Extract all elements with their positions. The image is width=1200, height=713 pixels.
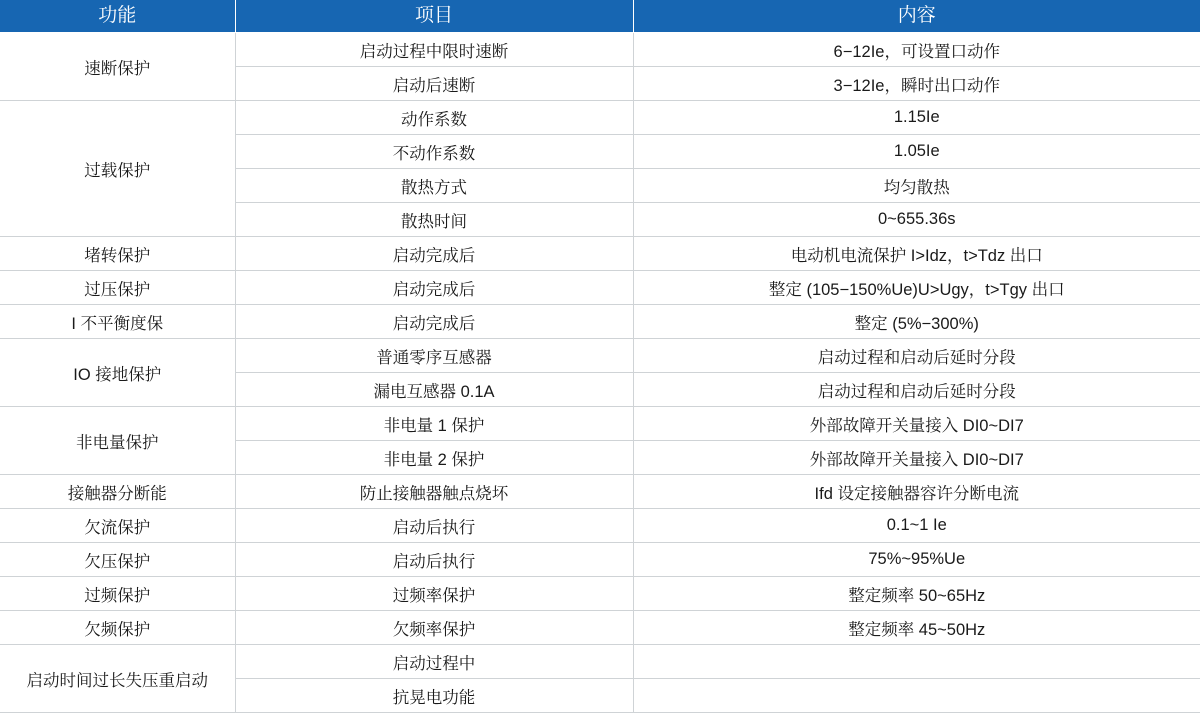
cell-item: 动作系数 [235, 101, 633, 135]
cell-content: 1.05Ie [633, 135, 1200, 169]
cell-content: 1.15Ie [633, 101, 1200, 135]
cell-function: 欠频保护 [0, 611, 235, 645]
column-header-content: 内容 [633, 0, 1200, 33]
table-row [0, 339, 1200, 373]
table-row [0, 237, 1200, 271]
cell-item: 非电量 2 保护 [235, 441, 633, 475]
cell-function: 非电量保护 [0, 407, 235, 475]
cell-function: 欠流保护 [0, 509, 235, 543]
table-row [0, 475, 1200, 509]
cell-content: 0~655.36s [633, 203, 1200, 237]
cell-item: 启动过程中 [235, 645, 633, 679]
table-row [0, 509, 1200, 543]
cell-function: 堵转保护 [0, 237, 235, 271]
cell-item: 防止接触器触点烧坏 [235, 475, 633, 509]
cell-content: 外部故障开关量接入 DI0~DI7 [633, 441, 1200, 475]
cell-item: 启动后速断 [235, 67, 633, 101]
cell-content: 启动过程和启动后延时分段 [633, 373, 1200, 407]
cell-function: 过载保护 [0, 101, 235, 237]
cell-function: 过频保护 [0, 577, 235, 611]
table-row [0, 305, 1200, 339]
table-row [0, 611, 1200, 645]
cell-item: 不动作系数 [235, 135, 633, 169]
cell-content: 整定 (5%−300%) [633, 305, 1200, 339]
cell-content: Ifd 设定接触器容许分断电流 [633, 475, 1200, 509]
cell-content: 外部故障开关量接入 DI0~DI7 [633, 407, 1200, 441]
table-body [0, 33, 1200, 713]
cell-item: 非电量 1 保护 [235, 407, 633, 441]
cell-item: 启动完成后 [235, 305, 633, 339]
cell-content [633, 679, 1200, 713]
cell-content: 整定 (105−150%Ue)U>Ugy，t>Tgy 出口 [633, 271, 1200, 305]
cell-content: 6−12Ie，可设置口动作 [633, 33, 1200, 67]
cell-function: 接触器分断能 [0, 475, 235, 509]
cell-function: 欠压保护 [0, 543, 235, 577]
cell-function: IO 接地保护 [0, 339, 235, 407]
cell-function: I 不平衡度保 [0, 305, 235, 339]
table-row [0, 645, 1200, 679]
cell-content: 75%~95%Ue [633, 543, 1200, 577]
table-header-row [0, 0, 1200, 33]
cell-content: 0.1~1 Ie [633, 509, 1200, 543]
cell-function: 启动时间过长失压重启动 [0, 645, 235, 713]
cell-content: 启动过程和启动后延时分段 [633, 339, 1200, 373]
table-row [0, 577, 1200, 611]
cell-item: 普通零序互感器 [235, 339, 633, 373]
cell-item: 启动过程中限时速断 [235, 33, 633, 67]
cell-item: 启动后执行 [235, 509, 633, 543]
cell-item: 漏电互感器 0.1A [235, 373, 633, 407]
cell-item: 欠频率保护 [235, 611, 633, 645]
cell-item: 散热时间 [235, 203, 633, 237]
cell-item: 过频率保护 [235, 577, 633, 611]
cell-function: 速断保护 [0, 33, 235, 101]
cell-item: 启动完成后 [235, 271, 633, 305]
cell-content: 均匀散热 [633, 169, 1200, 203]
table-row [0, 271, 1200, 305]
cell-item: 启动完成后 [235, 237, 633, 271]
cell-content: 整定频率 50~65Hz [633, 577, 1200, 611]
column-header-function: 功能 [0, 0, 235, 33]
cell-content: 3−12Ie，瞬时出口动作 [633, 67, 1200, 101]
cell-content: 电动机电流保护 I>Idz，t>Tdz 出口 [633, 237, 1200, 271]
cell-content: 整定频率 45~50Hz [633, 611, 1200, 645]
table-header [0, 0, 1200, 33]
cell-content [633, 645, 1200, 679]
table-row [0, 407, 1200, 441]
table-row [0, 101, 1200, 135]
cell-item: 抗晃电功能 [235, 679, 633, 713]
cell-item: 散热方式 [235, 169, 633, 203]
column-header-item: 项目 [235, 0, 633, 33]
table-row [0, 543, 1200, 577]
table-row [0, 33, 1200, 67]
cell-item: 启动后执行 [235, 543, 633, 577]
cell-function: 过压保护 [0, 271, 235, 305]
